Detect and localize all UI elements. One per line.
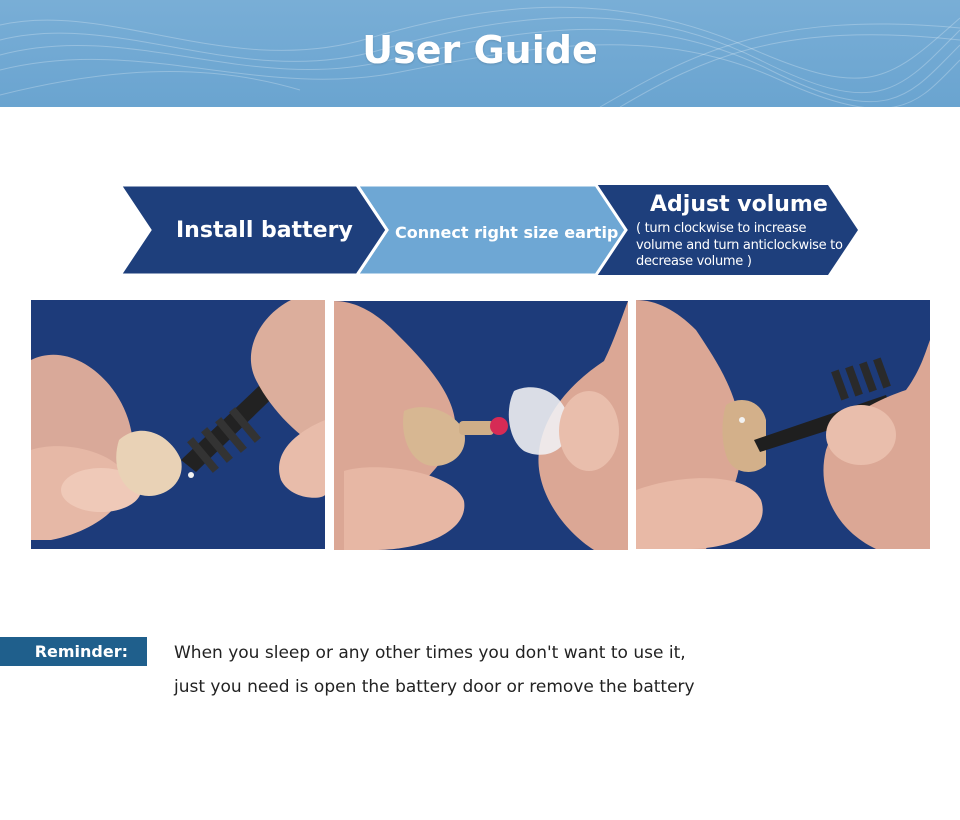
step-label-adjust-volume: Adjust volume (650, 192, 828, 217)
volume-adjustment-photo (636, 300, 930, 549)
reminder-badge (0, 637, 147, 666)
step-label-connect-eartip: Connect right size eartip (395, 223, 619, 242)
reminder-text-line-2: just you need is open the battery door or remove the battery (174, 677, 695, 697)
reminder-label: Reminder: (34, 642, 128, 661)
reminder-text-line-1: When you sleep or any other times you don't want to use it, (174, 643, 686, 663)
step-label-install-battery: Install battery (176, 218, 353, 243)
page-title: User Guide (362, 28, 598, 72)
eartip-connection-photo (334, 301, 628, 550)
step-note-adjust-volume: ( turn clockwise to increase volume and turn anticlockwise to decrease volume ) (636, 221, 843, 269)
battery-installation-photo (31, 300, 325, 549)
